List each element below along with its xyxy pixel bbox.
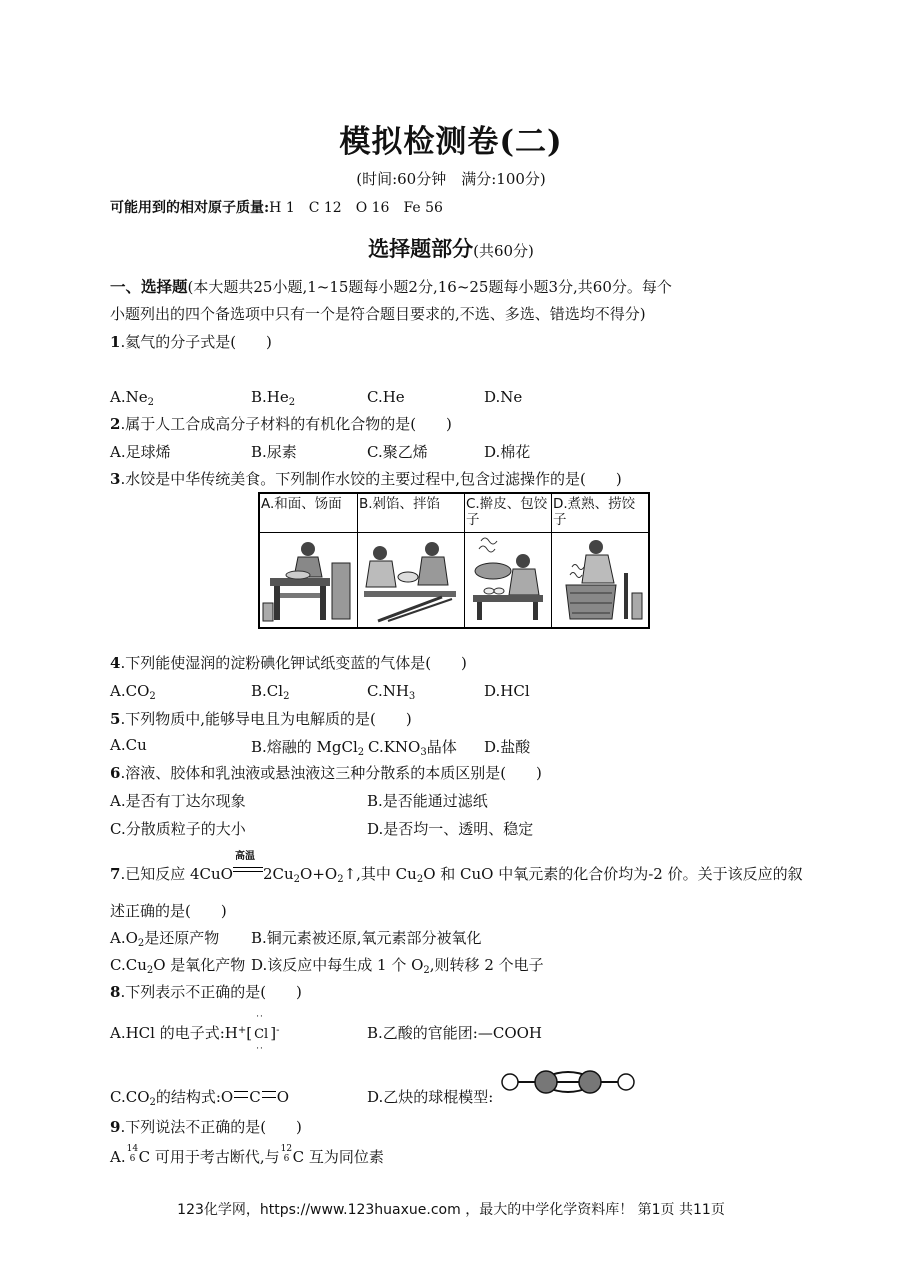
double-bond-icon [262, 1091, 276, 1098]
kneading-dough-icon [260, 533, 355, 623]
question-6-stem [110, 763, 542, 783]
question-9-stem [110, 1117, 302, 1137]
q7-d-text2: ,则转移 2 个电子 [429, 956, 544, 974]
top-dots-icon: ·· [256, 1012, 264, 1022]
q7-part1: .已知反应 4CuO [120, 865, 233, 883]
question-6-text: .溶液、胶体和乳浊液或悬浊液这三种分散系的本质区别是( ) [120, 764, 542, 782]
q9-a-text3: C 互为同位素 [292, 1148, 384, 1166]
section-title [0, 233, 902, 263]
question-7-option-c[interactable] [110, 954, 245, 975]
q7-c-sub: 2 [146, 965, 154, 976]
mixing-filling-icon [358, 533, 462, 623]
question-6-option-a[interactable]: A.是否有丁达尔现象 [110, 792, 246, 810]
question-7-option-a[interactable] [110, 927, 219, 948]
question-1-option-b[interactable] [251, 388, 295, 406]
q4-c-text: C.NH [367, 682, 409, 700]
question-7-number: 7 [110, 865, 121, 883]
q4-a-text: A.CO [110, 682, 150, 700]
q8-c-sub: 2 [149, 1097, 156, 1108]
question-4-option-d[interactable]: D.HCl [484, 682, 530, 700]
equals-sign-icon [233, 867, 263, 872]
question-5-option-c[interactable] [368, 736, 457, 757]
step-b-illustration [358, 533, 465, 629]
question-5-stem [110, 709, 412, 729]
question-9-text: .下列说法不正确的是( ) [120, 1118, 302, 1136]
mass-number-14: 14 [126, 1144, 139, 1154]
question-5-option-a[interactable]: A.Cu [110, 736, 147, 754]
q7-a-text1: A.O [110, 929, 138, 947]
step-b-label[interactable]: B.剁馅、拌馅 [358, 493, 465, 533]
wrapping-dumplings-icon [465, 533, 549, 623]
carbon-12-isotope [280, 1144, 293, 1164]
step-d-label[interactable]: D.煮熟、捞饺子 [552, 493, 650, 533]
question-9-number: 9 [110, 1118, 121, 1136]
q7-a-sub: 2 [137, 938, 145, 949]
question-4-option-b[interactable] [251, 682, 289, 700]
step-c-illustration [465, 533, 552, 629]
question-2-number: 2 [110, 415, 121, 433]
question-3-number: 3 [110, 470, 121, 488]
mass-number-12: 12 [280, 1144, 293, 1154]
q8-a-plus: + [237, 1025, 247, 1036]
step-d-illustration [552, 533, 650, 629]
atomic-mass-values: H 1 C 12 O 16 Fe 56 [269, 200, 443, 216]
q7-c-text2: O 是氧化产物 [153, 956, 246, 974]
q8-c-text1: C.CO [110, 1088, 150, 1106]
q4-b-sub: 2 [283, 691, 290, 702]
question-3-text: .水饺是中华传统美食。下列制作水饺的主要过程中,包含过滤操作的是( ) [120, 470, 622, 488]
q5-c-text2: 晶体 [426, 738, 457, 756]
question-2-option-c[interactable]: C.聚乙烯 [367, 443, 428, 461]
section-title-text: 选择题部分 [368, 236, 474, 261]
q8-a-minus: - [276, 1025, 280, 1036]
q4-c-sub: 3 [408, 691, 416, 702]
q9-a-text2: C 可用于考古断代,与 [138, 1148, 280, 1166]
q4-a-sub: 2 [149, 691, 156, 702]
atomic-mass-line [110, 197, 443, 217]
q7-part3: O+O [300, 865, 338, 883]
q8-a-bracket-left: [ [246, 1024, 253, 1042]
question-8-stem [110, 982, 302, 1002]
chloride-electron-dots [252, 1012, 270, 1054]
question-5-text: .下列物质中,能够导电且为电解质的是( ) [120, 710, 412, 728]
question-4-stem [110, 653, 467, 673]
reaction-condition [233, 851, 263, 877]
question-4-text: .下列能使湿润的淀粉碘化钾试纸变蓝的气体是( ) [120, 654, 467, 672]
q1-b-text: B.He [251, 388, 289, 406]
question-7-stem [110, 851, 803, 885]
q5-b-sub: 2 [357, 747, 365, 758]
question-4-option-a[interactable] [110, 682, 156, 700]
question-1-text: .氦气的分子式是( ) [120, 333, 272, 351]
q8-c-text3: C [249, 1088, 261, 1106]
carbon-14-isotope [126, 1144, 139, 1164]
q8-a-bracket-right: ] [270, 1024, 277, 1042]
q5-c-sub: 3 [420, 747, 427, 758]
q8-a-cl: Cl [254, 1027, 269, 1042]
question-7-stem-line2: 述正确的是( ) [110, 902, 227, 920]
q7-sub3: 2 [416, 874, 424, 885]
question-1-stem [110, 332, 272, 352]
atomic-mass-label: 可能用到的相对原子质量: [110, 200, 270, 216]
question-9-option-a[interactable] [110, 1146, 384, 1167]
q1-b-sub: 2 [288, 397, 296, 408]
question-8-number: 8 [110, 983, 121, 1001]
question-7-option-b[interactable]: B.铜元素被还原,氧元素部分被氧化 [251, 929, 482, 947]
boiling-dumplings-icon [552, 533, 646, 623]
q7-sub1: 2 [293, 874, 301, 885]
page-footer: 123化学网，https://www.123huaxue.com ，最大的中学化学资料库！ 第1页 共11页 [177, 1202, 725, 1218]
question-4-number: 4 [110, 654, 121, 672]
question-6-option-d[interactable]: D.是否均一、透明、稳定 [367, 820, 534, 838]
part1-instructions-text1: (本大题共25小题,1~15题每小题2分,16~25题每小题3分,共60分。每个 [187, 278, 672, 296]
dumpling-steps-table [258, 492, 650, 629]
question-8-option-b[interactable]: B.乙酸的官能团:—COOH [367, 1024, 542, 1042]
q8-a-text: A.HCl 的电子式:H [110, 1024, 238, 1042]
question-6-option-c[interactable]: C.分散质粒子的大小 [110, 820, 246, 838]
question-8-text: .下列表示不正确的是( ) [120, 983, 302, 1001]
section-score: (共60分) [473, 242, 534, 260]
question-1-option-d[interactable]: D.Ne [484, 388, 523, 406]
question-5-option-b[interactable] [251, 736, 364, 757]
question-2-option-a[interactable]: A.足球烯 [110, 443, 171, 461]
page-title: 模拟检测卷(二) [339, 124, 563, 160]
q8-d-text: D.乙炔的球棍模型: [367, 1088, 494, 1106]
q1-a-text: A.Ne [110, 388, 148, 406]
double-bond-icon [234, 1091, 248, 1098]
atomic-number-6: 6 [129, 1154, 136, 1164]
q5-c-text1: C.KNO [368, 738, 421, 756]
question-5-option-d[interactable]: D.盐酸 [484, 738, 531, 756]
question-8-option-c[interactable] [110, 1086, 289, 1107]
part1-instructions-line2: 小题列出的四个备选项中只有一个是符合题目要求的,不选、多选、错选均不得分) [110, 305, 646, 323]
question-2-stem [110, 414, 452, 434]
acetylene-ball-stick-model-icon [498, 1069, 638, 1099]
question-2-option-b[interactable]: B.尿素 [251, 443, 297, 461]
part1-instructions-line1 [110, 277, 672, 297]
question-2-option-d[interactable]: D.棉花 [484, 443, 531, 461]
question-1-number: 1 [110, 333, 121, 351]
q1-a-sub: 2 [147, 397, 154, 408]
atomic-number-6: 6 [283, 1154, 290, 1164]
question-8-option-d[interactable] [367, 1086, 493, 1107]
q7-d-sub: 2 [423, 965, 430, 976]
q7-sub2: 2 [337, 874, 344, 885]
step-a-illustration [259, 533, 358, 629]
part1-heading: 一、选择题 [110, 277, 188, 296]
bottom-dots-icon: ·· [256, 1044, 264, 1054]
q8-c-text4: O [276, 1088, 290, 1106]
q4-b-text: B.Cl [251, 682, 284, 700]
q7-d-text1: D.该反应中每生成 1 个 O [251, 956, 424, 974]
q7-part5: O 和 CuO 中氧元素的化合价均为-2 价。关于该反应的叙 [423, 865, 803, 883]
q7-part4: ↑,其中 Cu [343, 865, 417, 883]
q9-a-text1: A. [110, 1148, 126, 1166]
question-7-option-d[interactable] [251, 954, 544, 975]
q5-b-text: B.熔融的 MgCl [251, 738, 358, 756]
question-6-number: 6 [110, 764, 121, 782]
question-8-option-a[interactable] [110, 1012, 280, 1054]
question-2-text: .属于人工合成高分子材料的有机化合物的是( ) [120, 415, 452, 433]
question-6-option-b[interactable]: B.是否能通过滤纸 [367, 792, 488, 810]
exam-time-score: (时间:60分钟 满分:100分) [356, 170, 546, 188]
reaction-condition-text: 高温 [234, 851, 255, 862]
q7-a-text2: 是还原产物 [144, 929, 220, 947]
q8-c-text2: 的结构式:O [155, 1088, 234, 1106]
question-1-option-c[interactable]: C.He [367, 388, 405, 406]
step-c-label[interactable]: C.擀皮、包饺子 [465, 493, 552, 533]
q7-c-text1: C.Cu [110, 956, 147, 974]
question-3-stem [110, 469, 622, 489]
question-4-option-c[interactable] [367, 682, 415, 700]
question-1-option-a[interactable] [110, 388, 154, 406]
question-5-number: 5 [110, 710, 121, 728]
q7-part2: 2Cu [262, 865, 294, 883]
step-a-label[interactable]: A.和面、饧面 [259, 493, 358, 533]
